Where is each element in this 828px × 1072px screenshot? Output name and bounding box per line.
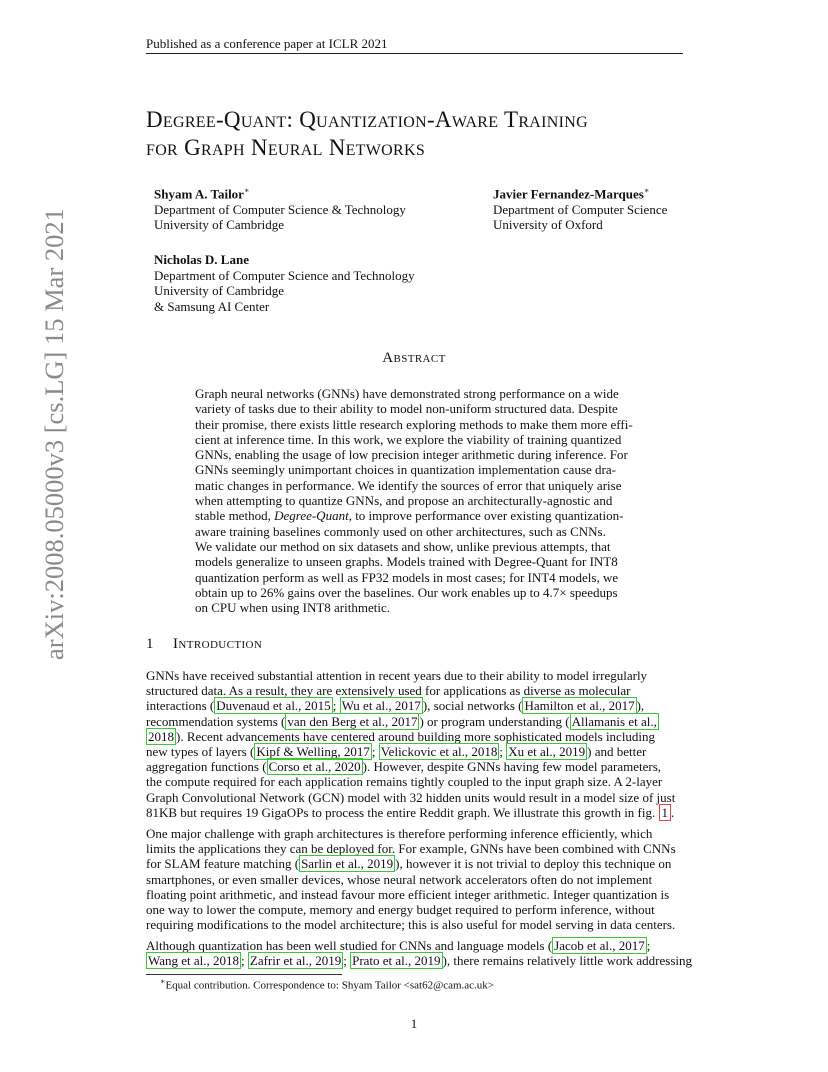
author-3-affil-1: Department of Computer Science and Technology bbox=[154, 267, 415, 283]
abstract-line: We validate our method on six datasets and show, unlike previous attempts, that bbox=[195, 538, 611, 554]
abstract-line: when attempting to quantize GNNs, and propose an architecturally-agnostic and bbox=[195, 493, 613, 509]
text-line: smartphones, or even smaller devices, whose neural network accelerators often do not implement bbox=[146, 871, 653, 887]
abstract-line: Graph neural networks (GNNs) have demonstrated strong performance on a wide bbox=[195, 386, 619, 401]
abstract-text: , to improve performance over existing quantization- bbox=[348, 508, 624, 524]
text-line: requiring modifications to the model architecture; this is also useful for model serving in data centers. bbox=[146, 917, 676, 933]
author-3-affil-3: & Samsung AI Center bbox=[154, 298, 270, 314]
author-1-affil-2: University of Cambridge bbox=[154, 217, 284, 233]
author-1-affil-1: Department of Computer Science & Technology bbox=[154, 201, 406, 217]
abstract-line: models generalize to unseen graphs. Models trained with Degree-Quant for INT8 bbox=[195, 554, 618, 570]
text-line: floating point arithmetic, and instead favour more efficient integer arithmetic. Integer quantization is bbox=[146, 886, 670, 902]
text-line: interactions ( Duvenaud et al., 2015 ; Wu et al., 2017 ), social networks ( Hamilton et al., 2017 ), bbox=[146, 698, 645, 714]
text-line: for SLAM feature matching ( Sarlin et al., 2019 ), however it is not trivial to deploy this technique on bbox=[146, 856, 672, 872]
citation-link[interactable]: Xu et al., 2019 bbox=[508, 744, 586, 760]
citation-link[interactable]: Duvenaud et al., 2015 bbox=[216, 698, 331, 714]
abstract-line bbox=[195, 508, 634, 523]
abstract-line: their promise, there exists little research exploring methods to make them more effi- bbox=[195, 416, 633, 432]
citation-link[interactable]: Wu et al., 2017 bbox=[341, 698, 421, 714]
figure-link[interactable]: 1 bbox=[659, 804, 672, 821]
text-line: GNNs have received substantial attention in recent years due to their ability to model irregularly bbox=[146, 668, 648, 683]
abstract-line: quantization perform as well as FP32 models in most cases; for INT4 models, we bbox=[195, 569, 619, 585]
citation-link[interactable]: Jacob et al., 2017 bbox=[554, 938, 645, 953]
citation-link[interactable]: Allamanis et al., bbox=[571, 713, 657, 729]
abstract-line: obtain up to 26% gains over the baselines. Our work enables up to 4.7× speedups bbox=[195, 584, 618, 600]
abstract-line: GNNs seemingly unimportant choices in quantization implementation cause dra- bbox=[195, 462, 616, 478]
author-2-mark: ∗ bbox=[643, 186, 650, 195]
footnote-mark: ∗ bbox=[160, 977, 166, 986]
citation-link[interactable]: 2018 bbox=[148, 728, 174, 744]
title-line-2: for Graph Neural Networks bbox=[146, 135, 426, 160]
author-2-affil-2: University of Oxford bbox=[493, 217, 603, 233]
author-1 bbox=[154, 183, 406, 233]
citation-link[interactable]: Prato et al., 2019 bbox=[352, 953, 441, 969]
text-line: Although quantization has been well studied for CNNs and language models ( Jacob et al., 2017 ; bbox=[146, 938, 651, 953]
citation-link[interactable]: van den Berg et al., 2017 bbox=[287, 713, 418, 729]
citation-link[interactable]: Kipf & Welling, 2017 bbox=[256, 744, 370, 760]
abstract-line: aware training baselines commonly used on other architectures, such as CNNs. bbox=[195, 523, 606, 539]
section-title: Introduction bbox=[173, 636, 263, 652]
citation-link[interactable]: Wang et al., 2018 bbox=[148, 953, 240, 969]
intro-paragraph-3 bbox=[146, 938, 693, 969]
text-line: One major challenge with graph architectures is therefore performing inference efficiently, which bbox=[146, 826, 653, 841]
footnote-text: Equal contribution. Correspondence to: Shyam Tailor <sat62@cam.ac.uk> bbox=[165, 979, 495, 992]
footnote-rule bbox=[146, 974, 342, 975]
title-line-1: Degree-Quant: Quantization-Aware Training bbox=[146, 107, 588, 132]
text-line: the compute required for each application remains tightly coupled to the input graph size. A 2-layer bbox=[146, 774, 663, 790]
author-3 bbox=[154, 252, 415, 314]
abstract-body bbox=[195, 386, 634, 615]
citation-link[interactable]: Sarlin et al., 2019 bbox=[301, 856, 394, 872]
text-line: Wang et al., 2018 ; Zafrir et al., 2019 ; Prato et al., 2019 ), there remains relatively little work addressing bbox=[148, 953, 693, 969]
text-line: 81KB but requires 19 GigaOPs to process the entire Reddit graph. We illustrate this growth in fig. 1 . bbox=[146, 804, 675, 820]
method-name: Degree-Quant bbox=[274, 508, 349, 524]
page-number: 1 bbox=[410, 1016, 418, 1031]
author-2 bbox=[493, 183, 667, 233]
intro-paragraph-2 bbox=[146, 826, 684, 932]
text-line: 2018 ). Recent advancements have centered around building more sophisticated models including bbox=[148, 728, 656, 744]
abstract-line: matic changes in performance. We identify the sources of error that uniquely arise bbox=[195, 477, 622, 493]
abstract-line: on CPU when using INT8 arithmetic. bbox=[195, 600, 390, 616]
citation-link[interactable]: Velickovic et al., 2018 bbox=[380, 744, 498, 760]
abstract-line: variety of tasks due to their ability to model non-uniform structured data. Despite bbox=[195, 401, 618, 417]
section-heading bbox=[146, 636, 262, 653]
author-1-name: Shyam A. Tailor bbox=[154, 186, 244, 202]
abstract-heading: Abstract bbox=[382, 350, 446, 366]
abstract-text: stable method, bbox=[195, 508, 275, 524]
footnote bbox=[160, 977, 494, 992]
author-3-affil-2: University of Cambridge bbox=[154, 283, 284, 298]
abstract-line: cient at inference time. In this work, we explore the viability of training quantized bbox=[195, 431, 622, 447]
abstract-line: GNNs, enabling the usage of low precision integer arithmetic during inference. For bbox=[195, 447, 628, 463]
intro-paragraph-1 bbox=[146, 668, 684, 820]
text-line: one way to lower the compute, memory and energy budget required to perform inference, without bbox=[146, 902, 655, 918]
author-3-name: Nicholas D. Lane bbox=[154, 252, 249, 267]
author-1-mark: ∗ bbox=[243, 186, 250, 195]
section-number: 1 bbox=[146, 636, 154, 652]
citation-link[interactable]: Corso et al., 2020 bbox=[268, 759, 361, 775]
text-line: Graph Convolutional Network (GCN) model with 32 hidden units would result in a model size of just bbox=[146, 789, 676, 805]
citation-link[interactable]: Hamilton et al., 2017 bbox=[524, 698, 635, 714]
author-2-name: Javier Fernandez-Marques bbox=[493, 186, 644, 202]
text-line: new types of layers ( Kipf & Welling, 2017 ; Velickovic et al., 2018 ; Xu et al., 2019 ) and better bbox=[146, 744, 647, 760]
text-line: aggregation functions ( Corso et al., 2020 ). However, despite GNNs having few model parameters, bbox=[146, 759, 662, 775]
text-line: recommendation systems ( van den Berg et al., 2017 ) or program understanding ( Allamanis et al., bbox=[146, 713, 657, 729]
citation-link[interactable]: Zafrir et al., 2019 bbox=[249, 953, 342, 969]
header-rule bbox=[146, 53, 683, 54]
arxiv-stamp: arXiv:2008.05000v3 [cs.LG] 15 Mar 2021 bbox=[39, 208, 69, 660]
text-line: limits the applications they can be deployed for. For example, GNNs have been combined with CNNs bbox=[146, 841, 676, 857]
author-2-affil-1: Department of Computer Science bbox=[493, 201, 668, 217]
running-header: Published as a conference paper at ICLR 2021 bbox=[146, 36, 388, 51]
text-line: structured data. As a result, they are extensively used for applications as diverse as molecular bbox=[146, 683, 631, 699]
paper-title bbox=[146, 106, 588, 162]
